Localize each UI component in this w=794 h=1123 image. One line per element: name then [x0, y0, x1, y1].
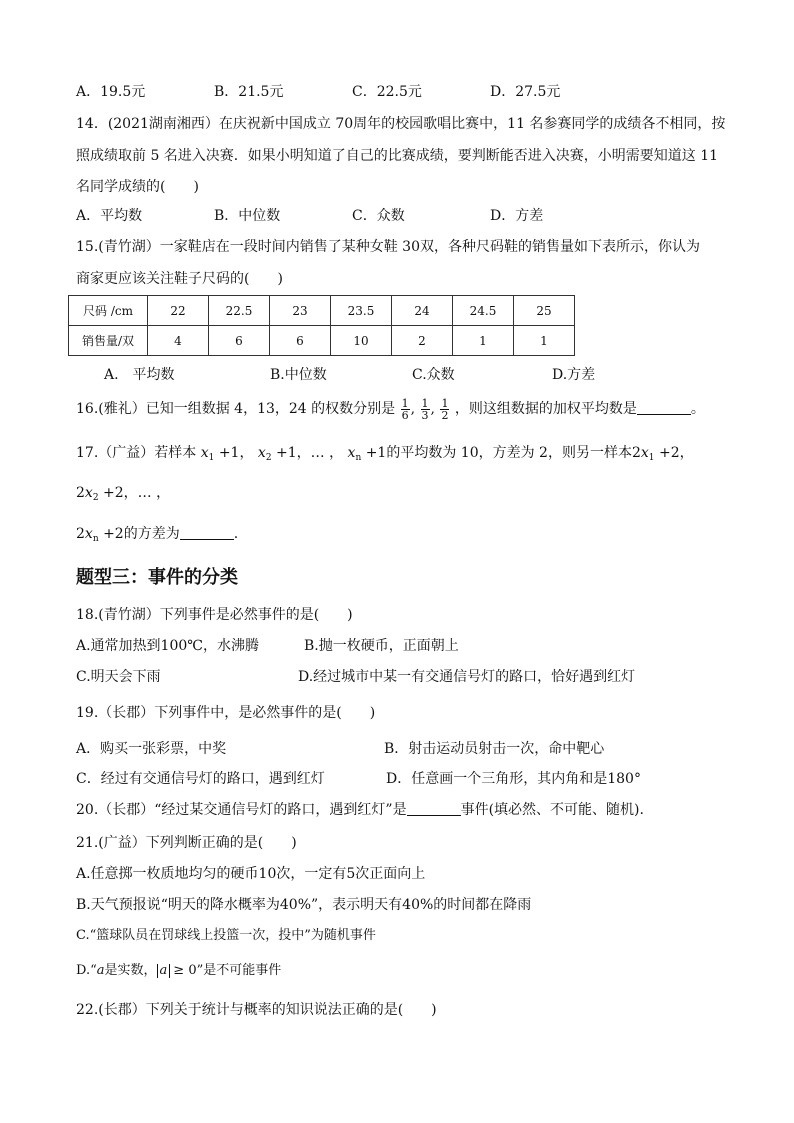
q21-stem: 21.(广益）下列判断正确的是( ) [76, 835, 297, 851]
q16-suffix: ，则这组数据的加权平均数是 [454, 401, 637, 417]
new-sample-expression-n: $2x_n +2$ [76, 526, 124, 544]
q14-option-a: A．平均数 [76, 208, 143, 224]
q15-option-c: C.众数 [412, 367, 455, 383]
q19-option-b: B．射击运动员射击一次，命中靶心 [384, 741, 605, 757]
q21-option-a: A.任意掷一枚质地均匀的硬币10次，一定有5次正面向上 [76, 866, 426, 882]
table-cell: 6 [270, 326, 331, 356]
q18-stem: 18.(青竹湖）下列事件是必然事件的是( ) [76, 607, 353, 623]
table-cell: 2 [392, 326, 453, 356]
weight-fraction-2: $\frac{1}{3}$ [421, 396, 429, 422]
q15-option-d: D.方差 [552, 367, 596, 383]
q17-stem-line2 [76, 483, 170, 508]
q15-stem-line2: 商家更应该关注鞋子尺码的( ) [76, 271, 283, 287]
new-sample-expression-2: $2x_2 +2$，… ， [76, 485, 171, 503]
q16-prefix: 16.(雅礼）已知一组数据 4，13，24 的权数分别是 [76, 401, 396, 417]
q15-option-a: A. 平均数 [104, 367, 175, 383]
q20-stem [76, 800, 644, 820]
table-cell: 尺码 /cm [69, 296, 148, 326]
q21-option-c: C.“篮球队员在罚球线上投篮一次，投中”为随机事件 [76, 928, 376, 943]
q13-option-d: D．27.5元 [490, 84, 561, 100]
table-cell: 6 [209, 326, 270, 356]
q19-option-d: D．任意画一个三角形，其内角和是180° [386, 771, 641, 787]
table-cell: 1 [453, 326, 514, 356]
table-row [69, 296, 575, 326]
q14-stem-line2: 照成绩取前 5 名进入决赛．如果小明知道了自己的比赛成绩，要判断能否进入决赛，小明需要知道这 11 [76, 148, 719, 164]
variable-a: a [96, 963, 105, 978]
q18-option-a: A.通常加热到100℃，水沸腾 [76, 638, 259, 654]
table-cell: 22 [148, 296, 209, 326]
answer-blank[interactable] [637, 400, 691, 415]
sample-expression: $x_1 +1$， $x_2 +1$，… ， $x_n +1$ [200, 445, 387, 463]
answer-blank[interactable] [180, 525, 234, 540]
q21-option-b: B.天气预报说“明天的降水概率为40%”，表示明天有40%的时间都在降雨 [76, 897, 532, 913]
q21-d-prefix: D.“ [76, 963, 97, 978]
table-cell: 23 [270, 296, 331, 326]
q17-mid: 的平均数为 10，方差为 2，则另一样本 [386, 445, 632, 461]
q14-option-c: C．众数 [352, 208, 405, 224]
q18-option-b: B.抛一枚硬币，正面朝上 [304, 638, 459, 654]
q22-stem: 22.(长郡）下列关于统计与概率的知识说法正确的是( ) [76, 1002, 437, 1018]
table-cell: 24.5 [453, 296, 514, 326]
new-sample-expression: $2x_1 +2$， [631, 445, 694, 463]
q17-stem-line3 [76, 524, 238, 549]
q18-option-c: C.明天会下雨 [76, 669, 161, 685]
q20-suffix: 事件(填必然、不可能、随机). [460, 802, 644, 818]
q14-stem-line1: 14．(2021湖南湘西）在庆祝新中国成立 70周年的校园歌唱比赛中，11 名参赛同学的成绩各不相同，按 [76, 116, 726, 132]
q21-d-mid: 是实数， [104, 963, 157, 978]
q19-option-a: A．购买一张彩票，中奖 [76, 741, 227, 757]
q20-prefix: 20.（长郡）“经过某交通信号灯的路口，遇到红灯”是 [76, 802, 407, 818]
q21-d-suffix: ”是不可能事件 [196, 963, 282, 978]
q15-stem-line1: 15.(青竹湖）一家鞋店在一段时间内销售了某种女鞋 30双，各种尺码鞋的销售量如下表所示，你认为 [76, 239, 700, 255]
q17-prefix: 17.（广益）若样本 [76, 445, 197, 461]
table-row [69, 326, 575, 356]
shoe-size-table [68, 295, 575, 356]
q13-option-a: A．19.5元 [76, 84, 146, 100]
table-cell: 4 [148, 326, 209, 356]
q17-end: 的方差为 [123, 526, 180, 542]
table-cell: 24 [392, 296, 453, 326]
table-cell: 1 [514, 326, 575, 356]
weight-fraction-1: $\frac{1}{6}$ [401, 396, 409, 422]
weight-fraction-3: $\frac{1}{2}$ [441, 396, 449, 422]
q21-option-d [76, 961, 281, 981]
section-heading: 题型三：事件的分类 [76, 567, 238, 588]
q14-stem-line3: 名同学成绩的( ) [76, 179, 199, 195]
q15-option-b: B.中位数 [270, 367, 327, 383]
q16-stem: 16.(雅礼）已知一组数据 4，13，24 的权数分别是 $\frac{1}{6}$ , $\frac{1}{3}$ , $\frac{1}{2}$ ，则这组数据的加权平均数是 。 [76, 396, 705, 422]
q17-stem-line1 [76, 443, 694, 468]
q17-dot: . [233, 526, 239, 542]
absolute-value-a: a [157, 964, 171, 978]
q18-option-d: D.经过城市中某一有交通信号灯的路口，恰好遇到红灯 [298, 669, 636, 685]
table-cell: 22.5 [209, 296, 270, 326]
q19-stem: 19.（长郡）下列事件中，是必然事件的是( ) [76, 705, 376, 721]
q19-option-c: C．经过有交通信号灯的路口，遇到红灯 [76, 771, 325, 787]
q13-option-b: B．21.5元 [214, 84, 284, 100]
q14-option-b: B．中位数 [214, 208, 281, 224]
q13-option-c: C．22.5元 [352, 84, 422, 100]
table-cell: 25 [514, 296, 575, 326]
table-cell: 销售量/双 [69, 326, 148, 356]
table-cell: 10 [331, 326, 392, 356]
q14-option-d: D．方差 [490, 208, 544, 224]
q16-end: 。 [690, 401, 705, 417]
answer-blank[interactable] [407, 801, 461, 816]
table-cell: 23.5 [331, 296, 392, 326]
inequality: ≥ 0 [173, 963, 197, 978]
